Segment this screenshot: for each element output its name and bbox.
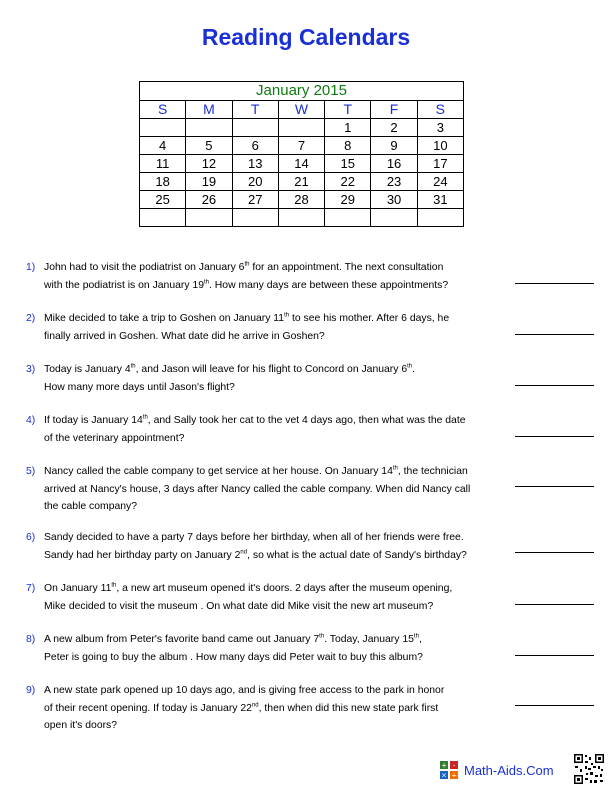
answer-line[interactable] xyxy=(515,385,594,386)
question-text: Nancy called the cable company to get service at her house. On January 14th, the technician arrived at Nancy's house, 3 days after Nancy called the cable company. When did Nancy call the cable company? xyxy=(44,465,471,512)
question-text: A new album from Peter's favorite band came out January 7th. Today, January 15th, Peter is going to buy the album . How many days did Peter wait to buy this album? xyxy=(44,633,423,663)
question-item xyxy=(26,259,506,294)
answer-line[interactable] xyxy=(515,655,594,656)
weekday-header: W xyxy=(278,101,324,119)
question-item xyxy=(26,682,506,735)
answer-line[interactable] xyxy=(515,705,594,706)
question-item xyxy=(26,529,506,564)
svg-text:+: + xyxy=(441,761,447,770)
calendar-day: 27 xyxy=(232,191,278,209)
question-number: 5) xyxy=(26,466,36,477)
calendar-day xyxy=(371,209,417,227)
question-text: If today is January 14th, and Sally took her cat to the vet 4 days ago, then what was the date of the veterinary appointment? xyxy=(44,414,466,444)
calendar-day: 7 xyxy=(278,137,324,155)
question-number: 6) xyxy=(26,532,36,543)
calendar-month: January 2015 xyxy=(140,82,464,101)
weekday-header: S xyxy=(140,101,186,119)
calendar-day: 28 xyxy=(278,191,324,209)
calendar-day: 30 xyxy=(371,191,417,209)
question-text: On January 11th, a new art museum opened it's doors. 2 days after the museum opening, Mike decided to visit the museum . On what date did Mike visit the new art museum? xyxy=(44,582,453,612)
question-number: 1) xyxy=(26,262,36,273)
calendar-day: 17 xyxy=(417,155,463,173)
calendar-day xyxy=(325,209,371,227)
question-text: Sandy decided to have a party 7 days before her birthday, when all of her friends were free. Sandy had her birthday party on January 2nd, so what is the actual date of Sandy's birthday? xyxy=(44,532,467,561)
answer-line[interactable] xyxy=(515,486,594,487)
question-number: 2) xyxy=(26,313,36,324)
calendar-day: 12 xyxy=(186,155,232,173)
calendar-day xyxy=(232,119,278,137)
svg-text:×: × xyxy=(441,771,447,779)
calendar-day: 22 xyxy=(325,173,371,191)
question-item xyxy=(26,310,506,345)
svg-text:÷: ÷ xyxy=(451,771,457,779)
calendar-day: 2 xyxy=(371,119,417,137)
calendar-day: 6 xyxy=(232,137,278,155)
question-item xyxy=(26,361,506,396)
weekday-header: T xyxy=(232,101,278,119)
calendar-week xyxy=(140,119,464,137)
weekday-header: T xyxy=(325,101,371,119)
calendar-day: 20 xyxy=(232,173,278,191)
calendar-day: 31 xyxy=(417,191,463,209)
calendar-week xyxy=(140,155,464,173)
calendar-day xyxy=(417,209,463,227)
question-number: 9) xyxy=(26,685,36,696)
answer-line[interactable] xyxy=(515,552,594,553)
calendar-day: 5 xyxy=(186,137,232,155)
weekday-header: M xyxy=(186,101,232,119)
question-item xyxy=(26,463,506,516)
answer-line[interactable] xyxy=(515,436,594,437)
calendar-week xyxy=(140,173,464,191)
question-text: Mike decided to take a trip to Goshen on January 11th to see his mother. After 6 days, he finally arrived in Goshen. What date did he arrive in Goshen? xyxy=(44,312,450,342)
answer-line[interactable] xyxy=(515,283,594,284)
calendar-day: 8 xyxy=(325,137,371,155)
weekday-header: F xyxy=(371,101,417,119)
page-title: Reading Calendars xyxy=(201,24,411,50)
answer-line[interactable] xyxy=(515,334,594,335)
calendar-table xyxy=(139,81,464,227)
qr-code-icon xyxy=(573,753,605,785)
svg-text:-: - xyxy=(452,761,456,770)
calendar-day: 15 xyxy=(325,155,371,173)
question-item xyxy=(26,631,506,666)
calendar-day: 26 xyxy=(186,191,232,209)
calendar-day xyxy=(140,119,186,137)
calendar-day xyxy=(232,209,278,227)
calendar-day: 4 xyxy=(140,137,186,155)
calendar-day xyxy=(278,119,324,137)
weekday-row xyxy=(140,101,464,119)
question-number: 3) xyxy=(26,364,36,375)
question-item xyxy=(26,580,506,615)
question-text: Today is January 4th, and Jason will leave for his flight to Concord on January 6th. How many more days until Jason's flight? xyxy=(44,363,416,393)
calendar-day: 3 xyxy=(417,119,463,137)
calendar-day: 11 xyxy=(140,155,186,173)
question-number: 8) xyxy=(26,634,36,645)
calendar-day: 9 xyxy=(371,137,417,155)
brand-name[interactable]: Math-Aids.Com xyxy=(464,762,554,778)
calendar-day: 21 xyxy=(278,173,324,191)
calendar-day: 14 xyxy=(278,155,324,173)
calendar-day: 23 xyxy=(371,173,417,191)
calendar-day: 25 xyxy=(140,191,186,209)
calendar-day: 29 xyxy=(325,191,371,209)
calendar-day: 24 xyxy=(417,173,463,191)
footer-logo xyxy=(440,761,554,779)
question-text: John had to visit the podiatrist on January 6th for an appointment. The next consultation with the podiatrist is on January 19th. How many days are between these appointments? xyxy=(44,261,449,291)
calendar-day: 1 xyxy=(325,119,371,137)
calendar-day: 13 xyxy=(232,155,278,173)
question-text: A new state park opened up 10 days ago, and is giving free access to the park in honor of their recent opening. If today is January 22nd, then when did this new state park first open it's doors? xyxy=(44,685,445,731)
calculator-icon xyxy=(440,761,458,779)
calendar-day: 10 xyxy=(417,137,463,155)
calendar-week xyxy=(140,209,464,227)
calendar-day xyxy=(140,209,186,227)
calendar-day: 18 xyxy=(140,173,186,191)
calendar-day xyxy=(278,209,324,227)
question-number: 7) xyxy=(26,583,36,594)
calendar-day xyxy=(186,209,232,227)
calendar-day: 19 xyxy=(186,173,232,191)
calendar-day: 16 xyxy=(371,155,417,173)
calendar-day xyxy=(186,119,232,137)
answer-line[interactable] xyxy=(515,604,594,605)
question-item xyxy=(26,412,506,447)
weekday-header: S xyxy=(417,101,463,119)
calendar-week xyxy=(140,137,464,155)
calendar-week xyxy=(140,191,464,209)
question-number: 4) xyxy=(26,415,36,426)
